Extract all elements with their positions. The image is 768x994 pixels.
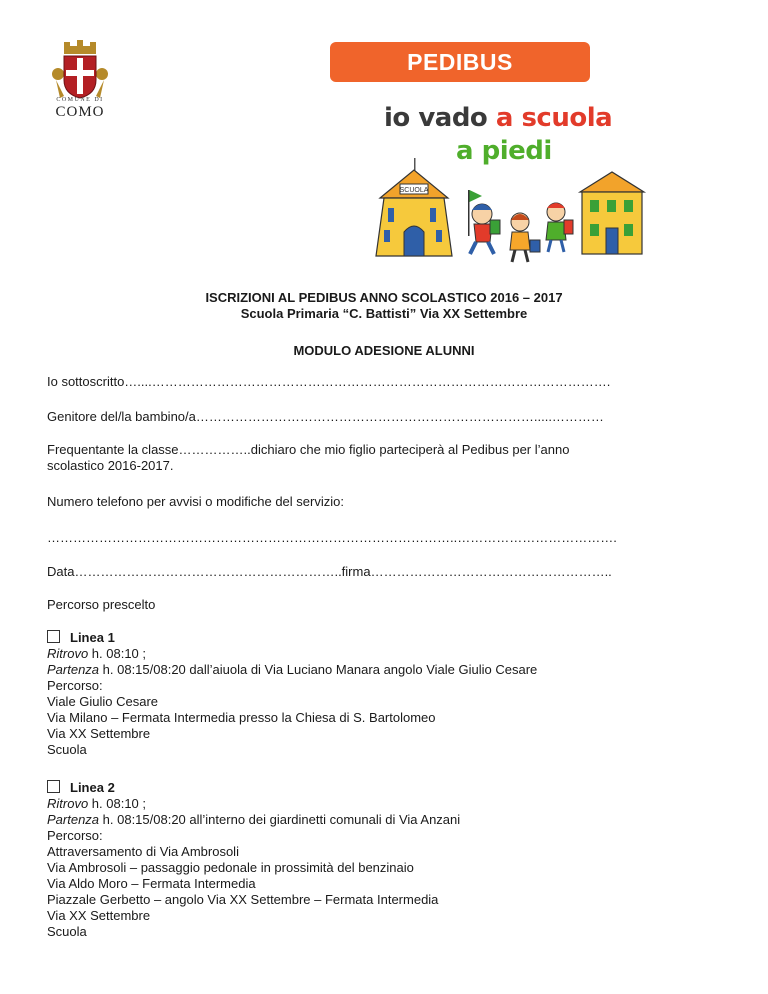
sottoscritto-field[interactable]: Io sottoscritto…....……………………………………………………………………………………………. [47, 374, 611, 389]
linea-1-block [47, 630, 727, 758]
linea-1-partenza [47, 662, 727, 678]
child-2-icon [510, 213, 540, 262]
linea-2-stop: Via Aldo Moro – Fermata Intermedia [47, 876, 256, 891]
linea-1-percorso-label: Percorso: [47, 678, 103, 693]
school-name: Scuola Primaria “C. Battisti” Via XX Settembre [240, 306, 528, 321]
child-3-icon [546, 203, 573, 252]
linea-2-stop: Via XX Settembre [47, 908, 151, 923]
linea-1-stop: Viale Giulio Cesare [47, 694, 159, 709]
linea-1-header [47, 630, 727, 646]
linea-2-stop: Scuola [47, 924, 87, 939]
data-firma-field[interactable]: Data……………………………………………………..firma……………………………………………….. [47, 564, 612, 579]
frequentante-field[interactable] [47, 442, 707, 474]
linea-1-ritrovo-label: Ritrovo [47, 646, 89, 661]
form-title: MODULO ADESIONE ALUNNI [293, 343, 475, 358]
linea-2-stop: Attraversamento di Via Ambrosoli [47, 844, 239, 859]
linea-1-stop: Via Milano – Fermata Intermedia presso la Chiesa di S. Bartolomeo [47, 710, 436, 725]
frequentante-line-2: scolastico 2016-2017. [47, 458, 174, 473]
percorso-label: Percorso prescelto [47, 597, 156, 612]
telefono-label: Numero telefono per avvisi o modifiche del servizio: [47, 494, 344, 509]
slogan-line-2: a piedi [456, 136, 552, 166]
crest-city-name: COMO [55, 104, 105, 120]
linea-1-checkbox[interactable] [47, 630, 60, 643]
linea-2-title: Linea 2 [70, 780, 115, 795]
pedibus-banner: PEDIBUS [330, 42, 590, 82]
linea-1-partenza-label: Partenza [47, 662, 100, 677]
linea-2-checkbox[interactable] [47, 780, 60, 793]
linea-2-block [47, 780, 727, 940]
linea-1-ritrovo [47, 646, 727, 662]
linea-2-partenza-value: h. 08:15/08:20 all’interno dei giardinetti comunali di Via Anzani [99, 812, 461, 827]
school-building-icon [376, 158, 452, 256]
linea-2-ritrovo-label: Ritrovo [47, 796, 89, 811]
linea-1-stop: Via XX Settembre [47, 726, 151, 741]
linea-2-ritrovo-value: h. 08:10 ; [88, 796, 147, 811]
genitore-field[interactable]: Genitore del/la bambino/a…………………………………………………………………….....………… [47, 409, 604, 424]
linea-2-header [47, 780, 727, 796]
linea-1-title: Linea 1 [70, 630, 115, 645]
telefono-field[interactable]: …………………………………………………………………………………..………………………………. [47, 530, 617, 545]
children-walking-to-school-illustration [370, 158, 650, 273]
linea-1-partenza-value: h. 08:15/08:20 dall’aiuola di Via Luciano Manara angolo Viale Giulio Cesare [99, 662, 538, 677]
school-sign: SCUOLA [399, 187, 429, 194]
linea-1-ritrovo-value: h. 08:10 ; [88, 646, 147, 661]
slogan-line-1 [384, 103, 612, 133]
slogan-part-2: a scuola [495, 103, 613, 133]
linea-1-stop: Scuola [47, 742, 87, 757]
frequentante-line-1: Frequentante la classe……………..dichiaro che mio figlio parteciperà al Pedibus per l’anno [47, 442, 570, 457]
child-1-icon [470, 204, 500, 254]
slogan-part-1: io vado [384, 103, 488, 133]
linea-2-ritrovo [47, 796, 727, 812]
linea-2-stop: Piazzale Gerbetto – angolo Via XX Settembre – Fermata Intermedia [47, 892, 439, 907]
linea-2-partenza [47, 812, 727, 828]
linea-2-partenza-label: Partenza [47, 812, 100, 827]
house-building-icon [580, 172, 644, 254]
crest-comune-di: COMUNE DI [56, 97, 104, 103]
linea-2-stop: Via Ambrosoli – passaggio pedonale in prossimità del benzinaio [47, 860, 414, 875]
form-main-title: ISCRIZIONI AL PEDIBUS ANNO SCOLASTICO 2016 – 2017 [205, 290, 563, 305]
linea-2-percorso-label: Percorso: [47, 828, 103, 843]
